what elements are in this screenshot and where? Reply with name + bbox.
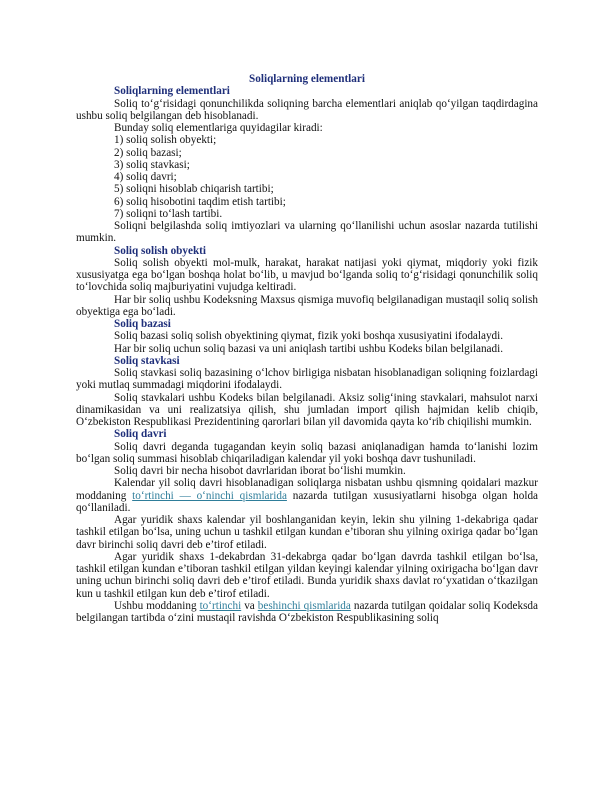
cross-reference-link[interactable]: to‘rtinchi bbox=[199, 599, 242, 612]
list-item: 6) soliq hisobotini taqdim etish tartibi; bbox=[114, 195, 286, 208]
list-item: 2) soliq bazasi; bbox=[114, 146, 182, 159]
list-item: 7) soliqni to‘lash tartibi. bbox=[114, 207, 223, 220]
paragraph: Soliq stavkasi soliq bazasining o‘lchov birligiga nisbatan hisoblanadigan soliqning foizlardagi yoki mutlaq summadagi miqdorini ifodalaydi. bbox=[76, 367, 538, 392]
text-run: Ushbu moddaning bbox=[114, 599, 200, 612]
intro-line: Bunday soliq elementlariga quyidagilar kiradi: bbox=[114, 122, 323, 134]
cross-reference-link[interactable]: beshinchi qismlarida bbox=[257, 599, 351, 612]
paragraph: Har bir soliq ushbu Kodeksning Maxsus qismiga muvofiq belgilanadigan mustaqil soliq solish obyektiga ega bo‘ladi. bbox=[76, 293, 538, 318]
section-heading-period: Soliq davri bbox=[114, 428, 167, 441]
document-body bbox=[76, 73, 538, 624]
paragraph bbox=[76, 477, 538, 514]
list-item: 1) soliq solish obyekti; bbox=[114, 134, 217, 147]
paragraph: Soliqni belgilashda soliq imtiyozlari va ularning qo‘llanilishi uchun asoslar nazarda tutilishi mumkin. bbox=[76, 220, 538, 245]
text-run: nazarda tutilgan qoidalar soliq Kodeksda belgilangan tartibda o‘zini mustaqil ravishda O‘zbekiston Respublikasining soliq bbox=[76, 599, 538, 624]
paragraph: Soliq bazasi soliq solish obyektining qiymat, fizik yoki boshqa xususiyatini ifodalaydi. bbox=[114, 330, 504, 343]
section-heading-elements: Soliqlarning elementlari bbox=[114, 85, 230, 98]
paragraph bbox=[76, 600, 538, 625]
cross-reference-link[interactable]: to‘rtinchi — o‘ninchi qismlarida bbox=[132, 489, 287, 502]
section-heading-base: Soliq bazasi bbox=[114, 318, 171, 330]
text-run: va bbox=[241, 599, 258, 612]
list-item: 5) soliqni hisoblab chiqarish tartibi; bbox=[114, 183, 274, 196]
paragraph: Soliq davri bir necha hisobot davrlaridan iborat bo‘lishi mumkin. bbox=[114, 465, 406, 477]
section-heading-rate: Soliq stavkasi bbox=[114, 354, 180, 367]
list-item: 4) soliq davri; bbox=[114, 171, 177, 183]
text-run: Kalendar yil soliq davri hisoblanadigan soliqlarga nisbatan ushbu qismning qoidalari mazkur moddaning bbox=[76, 477, 538, 502]
paragraph: Agar yuridik shaxs 1-dekabrdan 31-dekabrga qadar bo‘lgan davrda tashkil etilgan bo‘lsa, tashkil etilgan kundan e’tiboran tashkil etilgan yildan keyingi kalendar yilning oxirigacha bo‘lgan davr uning uchun birinchi soliq davri deb e’tirof etiladi. Bunda yuridik shaxs davlat ro‘yxatidan o‘tkazilgan kun u tashkil etilgan kun deb e’tirof etiladi. bbox=[76, 550, 538, 600]
section-heading-object: Soliq solish obyekti bbox=[114, 244, 207, 257]
paragraph: Agar yuridik shaxs kalendar yil boshlanganidan keyin, lekin shu yilning 1-dekabriga qadar tashkil etilgan bo‘lsa, uning uchun u tashkil etilgan kundan e’tiboran shu yilning oxiriga qadar bo‘lgan davr birinchi soliq davri deb e’tirof etiladi. bbox=[76, 514, 538, 551]
paragraph: Har bir soliq uchun soliq bazasi va uni aniqlash tartibi ushbu Kodeks bilan belgilanadi. bbox=[114, 342, 504, 355]
paragraph: Soliq davri deganda tugagandan keyin soliq bazasi aniqlanadigan hamda to‘lanishi lozim bo‘lgan soliq summasi hisoblab chiqariladigan kalendar yil yoki boshqa davr tushuniladi. bbox=[76, 440, 538, 465]
paragraph: Soliq stavkalari ushbu Kodeks bilan belgilanadi. Aksiz solig‘ining stavkalari, mahsulot narxi dinamikasidan va uni realizatsiya qilish, shu jumladan import qilish hajmidan kelib chiqib, O‘zbekiston Respublikasi Prezidentining qarorlari bilan yil davomida qayta ko‘rib chiqilishi mumkin. bbox=[76, 391, 538, 428]
paragraph: Soliq solish obyekti mol-mulk, harakat, harakat natijasi yoki qiymat, miqdoriy yoki fizik xususiyatga ega bo‘lgan boshqa holat bo‘lib, u mavjud bo‘lganda soliq to‘g‘risidagi qonunchilik soliq to‘lovchida soliq majburiyatini vujudga keltiradi. bbox=[76, 256, 538, 294]
list-item: 3) soliq stavkasi; bbox=[114, 158, 190, 171]
document-title: Soliqlarning elementlari bbox=[249, 73, 365, 85]
paragraph: Soliq to‘g‘risidagi qonunchilikda soliqning barcha elementlari aniqlab qo‘yilgan taqdirdagina ushbu soliq belgilangan deb hisoblanadi. bbox=[76, 97, 538, 122]
text-run: nazarda tutilgan xususiyatlarni hisobga olgan holda qo‘llaniladi. bbox=[76, 489, 539, 514]
